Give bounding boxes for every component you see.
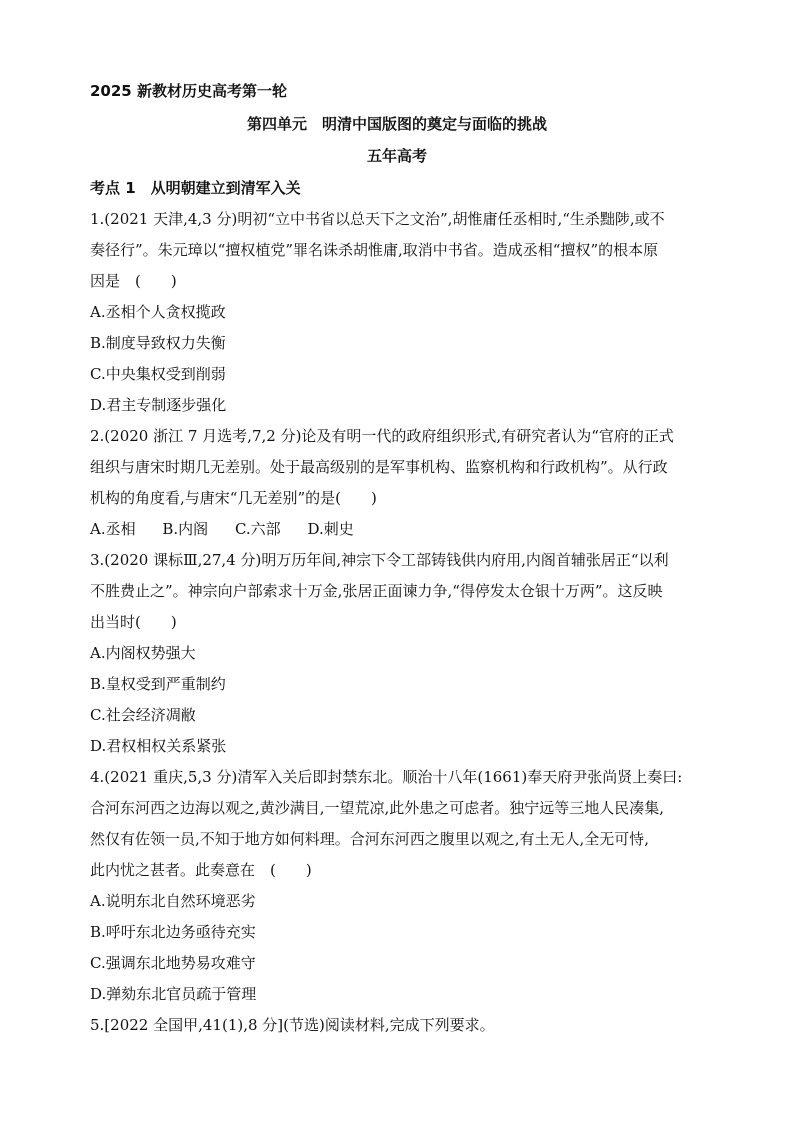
question-3-line-3: 出当时( ): [90, 613, 177, 631]
question-1-option-d: D.君主专制逐步强化: [90, 396, 227, 414]
question-1-line-2: 奏径行”。朱元璋以“擅权植党”罪名诛杀胡惟庸,取消中书省。造成丞相“擅权”的根本原: [90, 241, 659, 259]
question-5-line-1: 5.[2022 全国甲,41(1),8 分](节选)阅读材料,完成下列要求。: [90, 1016, 495, 1034]
question-3-option-a: A.内阁权势强大: [90, 644, 196, 662]
question-3-option-b: B.皇权受到严重制约: [90, 675, 226, 693]
question-4-line-2: 合河东河西之边海以观之,黄沙满目,一望荒凉,此外患之可虑者。独宁远等三地人民凑集,: [90, 799, 665, 817]
question-1-line-1: 1.(2021 天津,4,3 分)明初“立中书省以总天下之文治”,胡惟庸任丞相时,“生杀黜陟,或不: [90, 210, 665, 228]
question-2-line-1: 2.(2020 浙江 7 月选考,7,2 分)论及有明一代的政府组织形式,有研究者认为“官府的正式: [90, 427, 674, 445]
question-3-line-1: 3.(2020 课标Ⅲ,27,4 分)明万历年间,神宗下令工部铸钱供内府用,内阁首辅张居正“以利: [90, 551, 669, 569]
unit-title: 第四单元 明清中国版图的奠定与面临的挑战: [246, 115, 547, 133]
question-1-option-b: B.制度导致权力失衡: [90, 334, 226, 352]
question-2-option-b: B.内阁: [162, 520, 209, 538]
question-3-line-2: 不胜费止之”。神宗向户部索求十万金,张居正面谏力争,“得停发太仓银十万两”。这反映: [90, 582, 663, 600]
question-2-line-2: 组织与唐宋时期几无差别。处于最高级别的是军事机构、监察机构和行政机构”。从行政: [90, 458, 668, 476]
question-1-option-c: C.中央集权受到削弱: [90, 365, 226, 383]
question-4-option-c: C.强调东北地势易攻难守: [90, 954, 256, 972]
question-2-line-3: 机构的角度看,与唐宋“几无差别”的是( ): [90, 489, 377, 507]
question-4-option-b: B.呼吁东北边务亟待充实: [90, 923, 256, 941]
question-3-option-d: D.君权相权关系紧张: [90, 737, 227, 755]
section-title: 五年高考: [366, 147, 427, 165]
question-4-line-3: 然仅有佐领一员,不知于地方如何料理。合河东河西之腹里以观之,有土无人,全无可恃,: [90, 830, 650, 848]
question-3-option-c: C.社会经济凋敝: [90, 706, 196, 724]
question-4-line-1: 4.(2021 重庆,5,3 分)清军入关后即封禁东北。顺治十八年(1661)奉天府尹张尚贤上奏曰:: [90, 768, 683, 786]
question-2-option-d: D.刺史: [307, 520, 354, 538]
question-1-line-3: 因是 ( ): [90, 272, 177, 290]
question-4-option-d: D.弹劾东北官员疏于管理: [90, 985, 257, 1003]
series-title: 2025 新教材历史高考第一轮: [90, 82, 287, 100]
question-2-options: [90, 519, 354, 539]
question-2-option-c: C.六部: [234, 520, 281, 538]
question-4-line-4: 此内忧之甚者。此奏意在 ( ): [90, 861, 312, 879]
question-4-option-a: A.说明东北自然环境恶劣: [90, 892, 256, 910]
question-2-option-a: A.丞相: [90, 520, 136, 538]
question-1-option-a: A.丞相个人贪权揽政: [90, 303, 226, 321]
topic-title: 考点 1 从明朝建立到清军入关: [90, 179, 301, 197]
